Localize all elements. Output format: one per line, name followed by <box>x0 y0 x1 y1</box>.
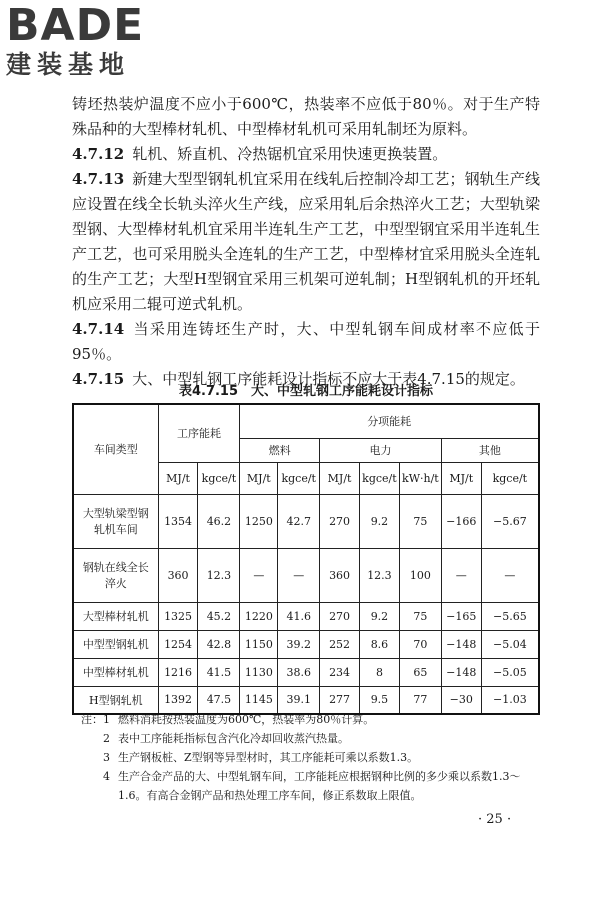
table-cell: 47.5 <box>198 686 240 714</box>
note-text: 表中工序能耗指标包含汽化冷却回收蒸汽热量。 <box>118 732 349 745</box>
table-cell: −5.67 <box>481 494 539 548</box>
table-cell: — <box>481 548 539 602</box>
table-cell: 1150 <box>240 630 278 658</box>
table-cell: 42.7 <box>278 494 320 548</box>
table-cell: 38.6 <box>278 658 320 686</box>
table-cell: 70 <box>399 630 441 658</box>
page-number: · 25 · <box>478 812 512 827</box>
table-cell: 12.3 <box>359 548 399 602</box>
table-cell: 1392 <box>158 686 198 714</box>
table-cell: 1250 <box>240 494 278 548</box>
table-cell: 9.2 <box>359 494 399 548</box>
unit-cell: MJ/t <box>441 462 481 494</box>
note-label: 注：1 <box>81 713 110 726</box>
note-item <box>72 767 540 805</box>
table-cell: 8 <box>359 658 399 686</box>
note-label: 3 <box>103 751 110 764</box>
table-cell: 75 <box>399 494 441 548</box>
note-label: 4 <box>103 770 110 783</box>
unit-cell: kgce/t <box>481 462 539 494</box>
table-cell: 42.8 <box>198 630 240 658</box>
row-label: 中型型钢轧机 <box>73 630 158 658</box>
table-cell: 77 <box>399 686 441 714</box>
note-text: 生产钢板桩、Z型钢等异型材时，其工序能耗可乘以系数1.3。 <box>118 751 419 764</box>
table-cell: 360 <box>158 548 198 602</box>
section-4-7-13 <box>72 167 540 317</box>
table-cell: 1216 <box>158 658 198 686</box>
header-other: 其他 <box>441 438 539 462</box>
table-cell: 277 <box>320 686 360 714</box>
table-cell: — <box>441 548 481 602</box>
table-cell: 270 <box>320 602 360 630</box>
table-cell: −1.03 <box>481 686 539 714</box>
table-cell: 46.2 <box>198 494 240 548</box>
table-cell: −5.65 <box>481 602 539 630</box>
logo-wordmark: BADE <box>6 0 145 51</box>
table-cell: 9.5 <box>359 686 399 714</box>
header-workshop: 车间类型 <box>73 404 158 494</box>
table-cell: 1325 <box>158 602 198 630</box>
row-label: H型钢轧机 <box>73 686 158 714</box>
note-text: 生产合金产品的大、中型轧钢车间，工序能耗应根据钢种比例的多少乘以系数1.3～1.6。有高合金钢产品和热处理工序车间，修正系数取上限值。 <box>118 770 521 802</box>
table-cell: 1220 <box>240 602 278 630</box>
table-cell: 1145 <box>240 686 278 714</box>
unit-cell: kgce/t <box>198 462 240 494</box>
table-row <box>73 494 539 548</box>
table-cell: 39.2 <box>278 630 320 658</box>
table-notes <box>72 710 540 805</box>
table-cell: 41.5 <box>198 658 240 686</box>
note-label: 2 <box>103 732 110 745</box>
note-item <box>72 748 540 767</box>
table-cell: 41.6 <box>278 602 320 630</box>
header-process: 工序能耗 <box>158 404 240 462</box>
row-label: 中型棒材轧机 <box>73 658 158 686</box>
logo-subtitle: 建装基地 <box>6 50 131 79</box>
table-row <box>73 548 539 602</box>
section-number: 4.7.13 <box>72 170 125 188</box>
note-text: 燃料消耗按热装温度为600℃，热装率为80％计算。 <box>118 713 375 726</box>
table-cell: −166 <box>441 494 481 548</box>
table-cell: −30 <box>441 686 481 714</box>
table-cell: 234 <box>320 658 360 686</box>
table-cell: 9.2 <box>359 602 399 630</box>
section-4-7-12 <box>72 142 540 167</box>
table-row <box>73 658 539 686</box>
table-row <box>73 630 539 658</box>
energy-table <box>72 403 540 715</box>
table-cell: 39.1 <box>278 686 320 714</box>
table-cell: 75 <box>399 602 441 630</box>
table-cell: 1254 <box>158 630 198 658</box>
unit-cell: MJ/t <box>158 462 198 494</box>
unit-cell: kgce/t <box>359 462 399 494</box>
table-cell: 1130 <box>240 658 278 686</box>
unit-cell: MJ/t <box>240 462 278 494</box>
table-cell: 65 <box>399 658 441 686</box>
unit-cell: kgce/t <box>278 462 320 494</box>
table-cell: −148 <box>441 630 481 658</box>
body-text <box>72 92 540 392</box>
table-cell: 1354 <box>158 494 198 548</box>
table-cell: 252 <box>320 630 360 658</box>
section-text: 大、中型轧钢工序能耗设计指标不应大于表4.7.15的规定。 <box>132 370 525 388</box>
table-cell: 100 <box>399 548 441 602</box>
table-cell: 12.3 <box>198 548 240 602</box>
table-cell: 270 <box>320 494 360 548</box>
header-sub: 分项能耗 <box>240 404 539 438</box>
section-text: 当采用连铸坯生产时，大、中型轧钢车间成材率不应低于95％。 <box>72 320 540 363</box>
section-number: 4.7.12 <box>72 145 125 163</box>
table-cell: 8.6 <box>359 630 399 658</box>
unit-cell: MJ/t <box>320 462 360 494</box>
row-label: 钢轨在线全长淬火 <box>73 548 158 602</box>
section-number: 4.7.14 <box>72 320 125 338</box>
row-label: 大型轨梁型钢轧机车间 <box>73 494 158 548</box>
table-cell: −165 <box>441 602 481 630</box>
section-number: 4.7.15 <box>72 370 125 388</box>
table-cell: −5.04 <box>481 630 539 658</box>
table-row <box>73 602 539 630</box>
table-cell: 45.2 <box>198 602 240 630</box>
section-text: 轧机、矫直机、冷热锯机宜采用快速更换装置。 <box>132 145 448 163</box>
row-label: 大型棒材轧机 <box>73 602 158 630</box>
section-text: 新建大型型钢轧机宜采用在线轧后控制冷却工艺；钢轨生产线应设置在线全长轨头淬火生产线，应采用轧后余热淬火工艺；大型轨梁型钢、大型棒材轧机宜采用半连轧生产工艺，中型型钢宜采用半连轧生产工艺，也可采用脱头全连轧的生产工艺，中型棒材宜采用脱头全连轧的生产工艺；大型H型钢宜采用三机架可逆轧制；H型钢轧机的开坯轧机应采用二辊可逆式轧机。 <box>72 170 540 313</box>
table-cell: −5.05 <box>481 658 539 686</box>
note-item <box>72 729 540 748</box>
paragraph-continuation: 铸坯热装炉温度不应小于600℃，热装率不应低于80％。对于生产特殊品种的大型棒材轧机、中型棒材轧机可采用轧制坯为原料。 <box>72 95 540 138</box>
header-fuel: 燃料 <box>240 438 320 462</box>
table-title: 表4.7.15 大、中型轧钢工序能耗设计指标 <box>178 384 434 399</box>
table-cell: −148 <box>441 658 481 686</box>
unit-cell: kW·h/t <box>399 462 441 494</box>
table-cell: 360 <box>320 548 360 602</box>
section-4-7-14 <box>72 317 540 367</box>
table-cell: — <box>240 548 278 602</box>
header-power: 电力 <box>320 438 442 462</box>
table-cell: — <box>278 548 320 602</box>
note-item <box>72 710 540 729</box>
site-logo <box>6 0 145 80</box>
